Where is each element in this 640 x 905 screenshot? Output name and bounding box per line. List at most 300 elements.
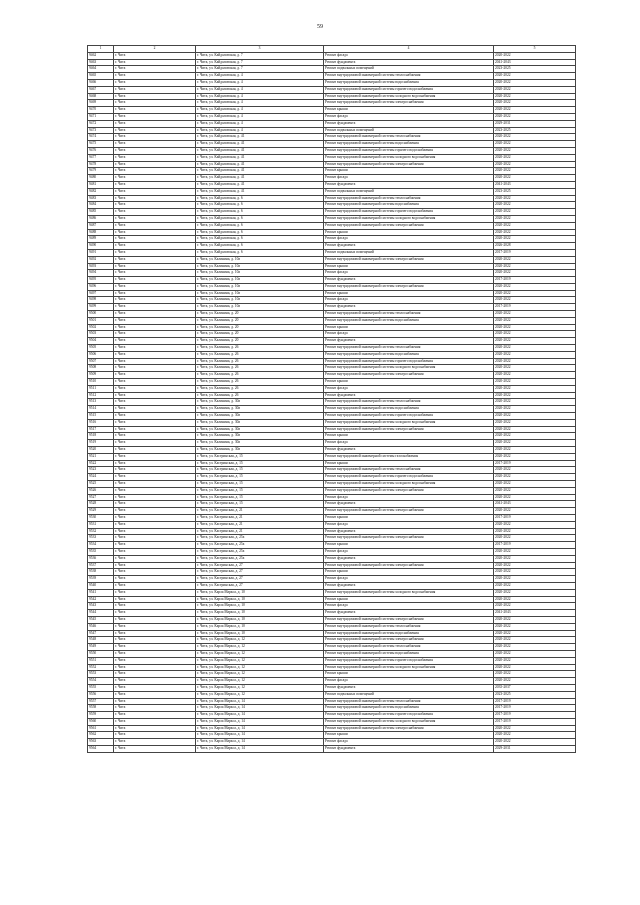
cell-work-type: Ремонт крыши <box>324 290 494 297</box>
cell-work-type: Ремонт фундамента <box>324 582 494 589</box>
cell-period: 2020-2022 <box>494 372 576 379</box>
cell-period: 2020-2022 <box>494 236 576 243</box>
cell-work-type: Ремонт внутридомовой инженерной системы электроснабжения <box>324 222 494 229</box>
cell-municipality: г. Чита <box>114 705 196 712</box>
cell-row-number: 9507 <box>88 358 114 365</box>
cell-work-type: Ремонт фундамента <box>324 528 494 535</box>
cell-municipality: г. Чита <box>114 413 196 420</box>
cell-period: 2020-2022 <box>494 413 576 420</box>
cell-address: г. Чита, ул. Кайдаловская, д. 6 <box>196 236 324 243</box>
cell-municipality: г. Чита <box>114 616 196 623</box>
cell-work-type: Ремонт внутридомовой инженерной системы горячего водоснабжения <box>324 712 494 719</box>
cell-period: 2020-2022 <box>494 351 576 358</box>
cell-work-type: Ремонт крыши <box>324 263 494 270</box>
table-row <box>88 426 576 433</box>
table-row <box>88 317 576 324</box>
cell-address: г. Чита, ул. Калинина, д. 30а <box>196 426 324 433</box>
cell-work-type: Ремонт внутридомовой инженерной системы холодного водоснабжения <box>324 664 494 671</box>
cell-municipality: г. Чита <box>114 678 196 685</box>
cell-period: 2020-2022 <box>494 440 576 447</box>
cell-row-number: 9515 <box>88 413 114 420</box>
cell-work-type: Ремонт крыши <box>324 514 494 521</box>
cell-municipality: г. Чита <box>114 358 196 365</box>
cell-address: г. Чита, ул. Карла Маркса, д. 10 <box>196 623 324 630</box>
cell-period: 2041-2043 <box>494 610 576 617</box>
cell-period: 2020-2022 <box>494 467 576 474</box>
table-row <box>88 419 576 426</box>
table-row <box>88 521 576 528</box>
cell-row-number: 9469 <box>88 100 114 107</box>
cell-row-number: 9528 <box>88 501 114 508</box>
cell-municipality: г. Чита <box>114 467 196 474</box>
table-row <box>88 528 576 535</box>
cell-work-type: Ремонт внутридомовой инженерной системы теплоснабжения <box>324 698 494 705</box>
cell-row-number: 9533 <box>88 535 114 542</box>
cell-address: г. Чита, ул. Калинина, д. 30а <box>196 447 324 454</box>
cell-period: 2020-2022 <box>494 209 576 216</box>
table-row <box>88 73 576 80</box>
cell-row-number: 9504 <box>88 338 114 345</box>
cell-municipality: г. Чита <box>114 188 196 195</box>
cell-municipality: г. Чита <box>114 644 196 651</box>
cell-row-number: 9491 <box>88 249 114 256</box>
table-row <box>88 283 576 290</box>
cell-address: г. Чита, ул. Кайдаловская, д. 6 <box>196 249 324 256</box>
table-row <box>88 256 576 263</box>
cell-period: 2017-2019 <box>494 249 576 256</box>
cell-row-number: 9473 <box>88 127 114 134</box>
cell-period: 2020-2022 <box>494 678 576 685</box>
cell-work-type: Ремонт внутридомовой инженерной системы теплоснабжения <box>324 134 494 141</box>
cell-row-number: 9465 <box>88 73 114 80</box>
cell-address: г. Чита, ул. Калинина, д. 26 <box>196 365 324 372</box>
cell-municipality: г. Чита <box>114 650 196 657</box>
cell-period: 2020-2022 <box>494 481 576 488</box>
cell-period: 2017-2019 <box>494 514 576 521</box>
cell-address: г. Чита, ул. Карла Маркса, д. 14 <box>196 705 324 712</box>
table-row <box>88 154 576 161</box>
table-row <box>88 650 576 657</box>
cell-work-type: Ремонт внутридомовой инженерной системы водоснабжения <box>324 79 494 86</box>
cell-municipality: г. Чита <box>114 161 196 168</box>
table-row <box>88 86 576 93</box>
cell-address: г. Чита, ул. Карла Маркса, д. 10 <box>196 610 324 617</box>
cell-work-type: Ремонт фасада <box>324 576 494 583</box>
cell-municipality: г. Чита <box>114 59 196 66</box>
cell-municipality: г. Чита <box>114 141 196 148</box>
table-row <box>88 100 576 107</box>
cell-address: г. Чита, ул. Карла Маркса, д. 12 <box>196 678 324 685</box>
table-row <box>88 188 576 195</box>
table-row <box>88 739 576 746</box>
cell-row-number: 9540 <box>88 582 114 589</box>
cell-work-type: Ремонт внутридомовой инженерной системы теплоснабжения <box>324 399 494 406</box>
cell-municipality: г. Чита <box>114 548 196 555</box>
cell-municipality: г. Чита <box>114 582 196 589</box>
cell-row-number: 9464 <box>88 66 114 73</box>
cell-period: 2020-2022 <box>494 365 576 372</box>
cell-work-type: Ремонт фасада <box>324 113 494 120</box>
cell-work-type: Ремонт крыши <box>324 107 494 114</box>
cell-municipality: г. Чита <box>114 664 196 671</box>
table-row <box>88 440 576 447</box>
cell-address: г. Чита, ул. Кастринская, д. 25а <box>196 542 324 549</box>
cell-municipality: г. Чита <box>114 555 196 562</box>
cell-municipality: г. Чита <box>114 86 196 93</box>
cell-municipality: г. Чита <box>114 630 196 637</box>
table-body <box>88 46 576 753</box>
cell-work-type: Ремонт внутридомовой инженерной системы теплоснабжения <box>324 623 494 630</box>
cell-period: 2020-2022 <box>494 297 576 304</box>
cell-row-number: 9564 <box>88 746 114 753</box>
cell-address: г. Чита, ул. Калинина, д. 26 <box>196 392 324 399</box>
cell-row-number: 9527 <box>88 494 114 501</box>
cell-period: 2020-2022 <box>494 453 576 460</box>
cell-municipality: г. Чита <box>114 243 196 250</box>
cell-period: 2017-2019 <box>494 705 576 712</box>
cell-municipality: г. Чита <box>114 739 196 746</box>
cell-work-type: Ремонт внутридомовой инженерной системы горячего водоснабжения <box>324 147 494 154</box>
cell-row-number: 9545 <box>88 616 114 623</box>
cell-period: 2020-2022 <box>494 168 576 175</box>
cell-work-type: Ремонт подвальных помещений <box>324 127 494 134</box>
table-row <box>88 460 576 467</box>
cell-municipality: г. Чита <box>114 399 196 406</box>
cell-work-type: Ремонт внутридомовой инженерной системы электроснабжения <box>324 426 494 433</box>
cell-row-number: 9544 <box>88 610 114 617</box>
cell-row-number: 9551 <box>88 657 114 664</box>
cell-row-number: 9556 <box>88 691 114 698</box>
cell-row-number: 9512 <box>88 392 114 399</box>
cell-period: 2020-2022 <box>494 317 576 324</box>
cell-address: г. Чита, ул. Кайдаловская, д. 4 <box>196 79 324 86</box>
table-row <box>88 331 576 338</box>
table-row <box>88 555 576 562</box>
table-row <box>88 535 576 542</box>
cell-work-type: Ремонт внутридомовой инженерной системы электроснабжения <box>324 616 494 623</box>
cell-address: г. Чита, ул. Карла Маркса, д. 12 <box>196 650 324 657</box>
table-row <box>88 127 576 134</box>
cell-municipality: г. Чита <box>114 542 196 549</box>
cell-work-type: Ремонт крыши <box>324 229 494 236</box>
table-row <box>88 698 576 705</box>
cell-period: 2020-2022 <box>494 311 576 318</box>
cell-row-number: 9561 <box>88 725 114 732</box>
cell-address: г. Чита, ул. Калинина, д. 10а <box>196 256 324 263</box>
cell-work-type: Ремонт внутридомовой инженерной системы горячего водоснабжения <box>324 474 494 481</box>
cell-work-type: Ремонт фундамента <box>324 243 494 250</box>
cell-municipality: г. Чита <box>114 66 196 73</box>
cell-municipality: г. Чита <box>114 263 196 270</box>
cell-period: 2020-2022 <box>494 222 576 229</box>
cell-address: г. Чита, ул. Калинина, д. 26 <box>196 351 324 358</box>
cell-row-number: 9462 <box>88 52 114 59</box>
table-row <box>88 542 576 549</box>
cell-work-type: Ремонт внутридомовой инженерной системы холодного водоснабжения <box>324 481 494 488</box>
table-row <box>88 215 576 222</box>
cell-address: г. Чита, ул. Кайдаловская, д. 41 <box>196 141 324 148</box>
cell-work-type: Ремонт крыши <box>324 168 494 175</box>
cell-municipality: г. Чита <box>114 324 196 331</box>
cell-row-number: 9494 <box>88 270 114 277</box>
cell-period: 2020-2022 <box>494 358 576 365</box>
table-row <box>88 229 576 236</box>
cell-municipality: г. Чита <box>114 345 196 352</box>
cell-municipality: г. Чита <box>114 290 196 297</box>
cell-row-number: 9550 <box>88 650 114 657</box>
cell-municipality: г. Чита <box>114 514 196 521</box>
cell-period: 2020-2022 <box>494 508 576 515</box>
cell-work-type: Ремонт внутридомовой инженерной системы водоснабжения <box>324 317 494 324</box>
cell-municipality: г. Чита <box>114 671 196 678</box>
cell-municipality: г. Чита <box>114 447 196 454</box>
cell-work-type: Ремонт фасада <box>324 739 494 746</box>
table-row <box>88 589 576 596</box>
cell-period: 2020-2022 <box>494 392 576 399</box>
cell-municipality: г. Чита <box>114 181 196 188</box>
table-row <box>88 297 576 304</box>
cell-period: 2020-2022 <box>494 134 576 141</box>
cell-municipality: г. Чита <box>114 460 196 467</box>
cell-period: 2020-2022 <box>494 256 576 263</box>
cell-address: г. Чита, ул. Кастринская, д. 27 <box>196 582 324 589</box>
cell-period: 2020-2022 <box>494 345 576 352</box>
cell-work-type: Ремонт внутридомовой инженерной системы электроснабжения <box>324 562 494 569</box>
capital-repair-table <box>87 45 576 753</box>
cell-period: 2041-2043 <box>494 59 576 66</box>
cell-municipality: г. Чита <box>114 249 196 256</box>
cell-address: г. Чита, ул. Кайдаловская, д. 6 <box>196 202 324 209</box>
cell-work-type: Ремонт фасада <box>324 678 494 685</box>
cell-municipality: г. Чита <box>114 283 196 290</box>
cell-period: 2020-2022 <box>494 399 576 406</box>
cell-period: 2020-2022 <box>494 569 576 576</box>
cell-municipality: г. Чита <box>114 195 196 202</box>
cell-address: г. Чита, ул. Кастринская, д. 27 <box>196 569 324 576</box>
table-row <box>88 181 576 188</box>
table-row <box>88 501 576 508</box>
cell-work-type: Ремонт фасада <box>324 175 494 182</box>
table-row <box>88 385 576 392</box>
table-row <box>88 569 576 576</box>
cell-work-type: Ремонт внутридомовой инженерной системы холодного водоснабжения <box>324 365 494 372</box>
cell-row-number: 9506 <box>88 351 114 358</box>
cell-address: г. Чита, ул. Калинина, д. 26 <box>196 385 324 392</box>
cell-address: г. Чита, ул. Кастринская, д. 15 <box>196 467 324 474</box>
cell-municipality: г. Чита <box>114 528 196 535</box>
cell-period: 2020-2022 <box>494 229 576 236</box>
cell-row-number: 9479 <box>88 168 114 175</box>
table-row <box>88 487 576 494</box>
cell-period: 2041-2043 <box>494 181 576 188</box>
cell-address: г. Чита, ул. Карла Маркса, д. 12 <box>196 671 324 678</box>
cell-municipality: г. Чита <box>114 508 196 515</box>
cell-period: 2020-2022 <box>494 385 576 392</box>
cell-municipality: г. Чита <box>114 73 196 80</box>
cell-work-type: Ремонт внутридомовой инженерной системы теплоснабжения <box>324 467 494 474</box>
table-row <box>88 481 576 488</box>
cell-work-type: Ремонт внутридомовой инженерной системы горячего водоснабжения <box>324 657 494 664</box>
cell-row-number: 9555 <box>88 684 114 691</box>
cell-period: 2020-2022 <box>494 555 576 562</box>
cell-municipality: г. Чита <box>114 474 196 481</box>
cell-address: г. Чита, ул. Карла Маркса, д. 12 <box>196 684 324 691</box>
cell-work-type: Ремонт фасада <box>324 236 494 243</box>
table-row <box>88 630 576 637</box>
cell-municipality: г. Чита <box>114 154 196 161</box>
cell-row-number: 9518 <box>88 433 114 440</box>
cell-row-number: 9531 <box>88 521 114 528</box>
cell-municipality: г. Чита <box>114 501 196 508</box>
cell-work-type: Ремонт фасада <box>324 603 494 610</box>
cell-row-number: 9484 <box>88 202 114 209</box>
table-row <box>88 644 576 651</box>
cell-period: 2020-2022 <box>494 474 576 481</box>
cell-period: 2020-2022 <box>494 161 576 168</box>
cell-municipality: г. Чита <box>114 113 196 120</box>
cell-address: г. Чита, ул. Калинина, д. 20 <box>196 324 324 331</box>
cell-period: 2020-2022 <box>494 576 576 583</box>
table-row <box>88 66 576 73</box>
table-row <box>88 684 576 691</box>
cell-work-type: Ремонт внутридомовой инженерной системы горячего водоснабжения <box>324 86 494 93</box>
cell-period: 2020-2022 <box>494 283 576 290</box>
cell-work-type: Ремонт внутридомовой инженерной системы теплоснабжения <box>324 195 494 202</box>
table-row <box>88 447 576 454</box>
cell-address: г. Чита, ул. Калинина, д. 20 <box>196 338 324 345</box>
cell-work-type: Ремонт фасада <box>324 331 494 338</box>
cell-period: 2020-2022 <box>494 113 576 120</box>
table-row <box>88 406 576 413</box>
cell-period: 2017-2019 <box>494 542 576 549</box>
table-row <box>88 107 576 114</box>
table-row <box>88 392 576 399</box>
cell-row-number: 9498 <box>88 297 114 304</box>
cell-row-number: 9548 <box>88 637 114 644</box>
cell-period: 2020-2022 <box>494 644 576 651</box>
cell-row-number: 9472 <box>88 120 114 127</box>
cell-address: г. Чита, ул. Кастринская, д. 15 <box>196 494 324 501</box>
cell-work-type: Ремонт внутридомовой инженерной системы холодного водоснабжения <box>324 154 494 161</box>
cell-period: 2020-2022 <box>494 73 576 80</box>
cell-row-number: 9552 <box>88 664 114 671</box>
cell-municipality: г. Чита <box>114 603 196 610</box>
cell-municipality: г. Чита <box>114 297 196 304</box>
cell-address: г. Чита, ул. Кастринская, д. 27 <box>196 562 324 569</box>
cell-work-type: Ремонт внутридомовой инженерной системы водоснабжения <box>324 406 494 413</box>
cell-row-number: 9496 <box>88 283 114 290</box>
cell-municipality: г. Чита <box>114 596 196 603</box>
cell-work-type: Ремонт внутридомовой инженерной системы холодного водоснабжения <box>324 589 494 596</box>
cell-period: 2020-2022 <box>494 589 576 596</box>
cell-period: 2029-2031 <box>494 120 576 127</box>
table-row <box>88 732 576 739</box>
cell-period: 2020-2022 <box>494 290 576 297</box>
cell-period: 2020-2022 <box>494 623 576 630</box>
table-row <box>88 120 576 127</box>
cell-row-number: 9546 <box>88 623 114 630</box>
table-row <box>88 508 576 515</box>
cell-period: 2020-2022 <box>494 379 576 386</box>
cell-work-type: Ремонт фундамента <box>324 181 494 188</box>
cell-work-type: Ремонт внутридомовой инженерной системы холодного водоснабжения <box>324 419 494 426</box>
cell-address: г. Чита, ул. Кайдаловская, д. 4 <box>196 100 324 107</box>
cell-row-number: 9489 <box>88 236 114 243</box>
cell-address: г. Чита, ул. Карла Маркса, д. 10 <box>196 589 324 596</box>
cell-municipality: г. Чита <box>114 351 196 358</box>
cell-address: г. Чита, ул. Кастринская, д. 25а <box>196 535 324 542</box>
cell-address: г. Чита, ул. Карла Маркса, д. 12 <box>196 637 324 644</box>
cell-period: 2020-2022 <box>494 175 576 182</box>
cell-work-type: Ремонт крыши <box>324 732 494 739</box>
cell-municipality: г. Чита <box>114 637 196 644</box>
cell-municipality: г. Чита <box>114 175 196 182</box>
cell-address: г. Чита, ул. Калинина, д. 26 <box>196 372 324 379</box>
table-row <box>88 514 576 521</box>
cell-address: г. Чита, ул. Калинина, д. 30а <box>196 433 324 440</box>
cell-row-number: 9483 <box>88 195 114 202</box>
cell-address: г. Чита, ул. Кастринская, д. 25а <box>196 548 324 555</box>
page-number: 59 <box>317 24 323 30</box>
cell-period: 2020-2022 <box>494 494 576 501</box>
cell-work-type: Ремонт фасада <box>324 440 494 447</box>
cell-row-number: 9530 <box>88 514 114 521</box>
table-row <box>88 147 576 154</box>
cell-period: 2020-2022 <box>494 562 576 569</box>
cell-row-number: 9547 <box>88 630 114 637</box>
cell-work-type: Ремонт внутридомовой инженерной системы водоснабжения <box>324 351 494 358</box>
cell-work-type: Ремонт фундамента <box>324 501 494 508</box>
cell-municipality: г. Чита <box>114 120 196 127</box>
cell-address: г. Чита, ул. Карла Маркса, д. 14 <box>196 718 324 725</box>
cell-address: г. Чита, ул. Калинина, д. 30а <box>196 406 324 413</box>
cell-municipality: г. Чита <box>114 134 196 141</box>
cell-address: г. Чита, ул. Карла Маркса, д. 14 <box>196 746 324 753</box>
cell-work-type: Ремонт внутридомовой инженерной системы электроснабжения <box>324 372 494 379</box>
cell-municipality: г. Чита <box>114 202 196 209</box>
cell-municipality: г. Чита <box>114 338 196 345</box>
cell-address: г. Чита, ул. Кайдаловская, д. 4 <box>196 113 324 120</box>
cell-work-type: Ремонт крыши <box>324 433 494 440</box>
cell-row-number: 9502 <box>88 324 114 331</box>
cell-work-type: Ремонт подвальных помещений <box>324 66 494 73</box>
cell-work-type: Ремонт внутридомовой инженерной системы горячего водоснабжения <box>324 358 494 365</box>
cell-row-number: 9477 <box>88 154 114 161</box>
cell-address: г. Чита, ул. Кастринская, д. 15 <box>196 474 324 481</box>
cell-row-number: 9497 <box>88 290 114 297</box>
cell-work-type: Ремонт фасада <box>324 270 494 277</box>
cell-municipality: г. Чита <box>114 365 196 372</box>
cell-row-number: 9501 <box>88 317 114 324</box>
cell-municipality: г. Чита <box>114 317 196 324</box>
cell-work-type: Ремонт внутридомовой инженерной системы теплоснабжения <box>324 73 494 80</box>
cell-municipality: г. Чита <box>114 732 196 739</box>
table-row <box>88 399 576 406</box>
cell-period: 2023-2025 <box>494 66 576 73</box>
cell-address: г. Чита, ул. Кастринская, д. 21 <box>196 508 324 515</box>
cell-municipality: г. Чита <box>114 107 196 114</box>
table-row <box>88 494 576 501</box>
cell-row-number: 9485 <box>88 209 114 216</box>
cell-row-number: 9557 <box>88 698 114 705</box>
cell-row-number: 9513 <box>88 399 114 406</box>
cell-row-number: 9474 <box>88 134 114 141</box>
table-row <box>88 358 576 365</box>
cell-address: г. Чита, ул. Калинина, д. 26 <box>196 358 324 365</box>
cell-work-type: Ремонт внутридомовой инженерной системы водоснабжения <box>324 650 494 657</box>
table-row <box>88 616 576 623</box>
cell-work-type: Ремонт внутридомовой инженерной системы теплоснабжения <box>324 345 494 352</box>
